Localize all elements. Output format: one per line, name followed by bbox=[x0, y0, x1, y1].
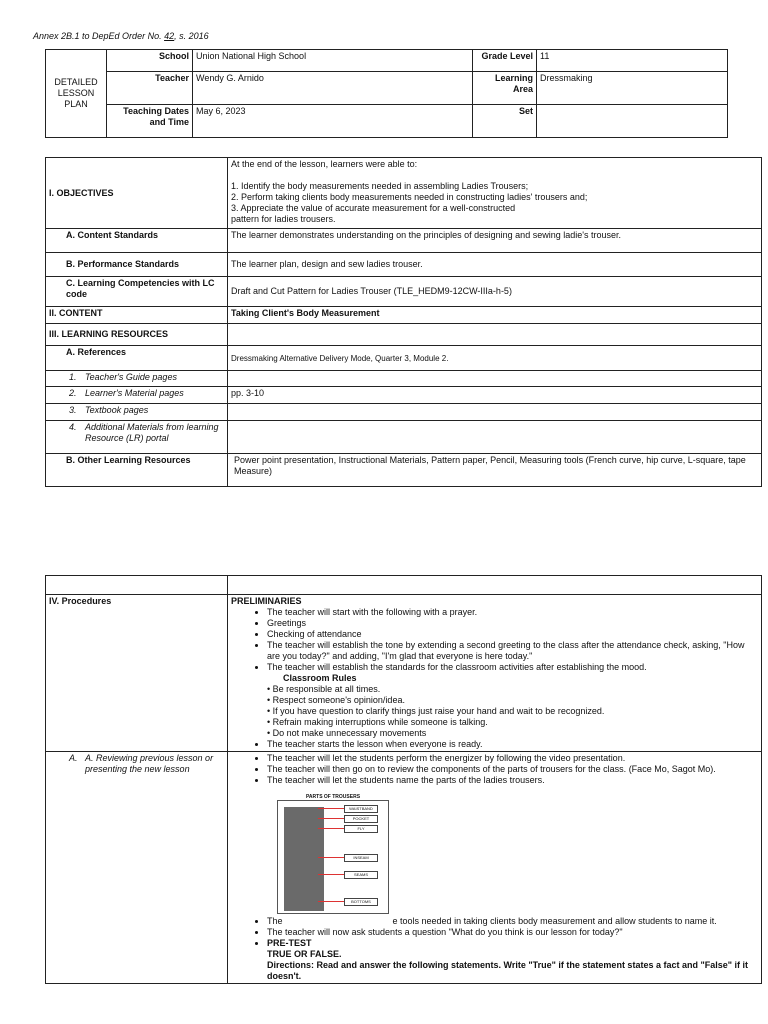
rule-item: • Refrain making interruptions while someone is talking. bbox=[267, 717, 488, 727]
review-label-cell: A. A. Reviewing previous lesson or presenting the new lesson bbox=[46, 752, 228, 984]
rule-item: • Do not make unnecessary movements bbox=[267, 728, 427, 738]
references-label: A. References bbox=[46, 346, 228, 371]
objectives-cell bbox=[228, 158, 762, 229]
question-bullet: • The teacher will now ask students a question "What do you think is our lesson for today?" bbox=[267, 927, 758, 938]
lesson-header-table bbox=[45, 49, 728, 138]
figure-label: FLY bbox=[344, 825, 378, 833]
resource-sub-item: 3. Textbook pages bbox=[46, 404, 228, 421]
preliminaries-heading: PRELIMINARIES bbox=[231, 596, 302, 606]
objective-item: 1. Identify the body measurements needed in assembling Ladies Trousers; bbox=[231, 181, 529, 191]
dates-value: May 6, 2023 bbox=[193, 105, 473, 138]
school-label: School bbox=[107, 50, 193, 72]
procedures-table bbox=[45, 575, 762, 984]
rule-item: • Be responsible at all times. bbox=[267, 684, 381, 694]
objective-item: 2. Perform taking clients body measurements needed in constructing ladies' trousers and; bbox=[231, 192, 588, 202]
pretest-directions: Directions: Read and answer the following statements. Write "True" if the statement states a fact and "False" if it doesn't. bbox=[267, 960, 749, 981]
figure-label: INSEAM bbox=[344, 854, 378, 862]
parts-of-trousers-figure bbox=[277, 794, 389, 914]
set-value bbox=[537, 105, 728, 138]
resources-label: III. LEARNING RESOURCES bbox=[46, 324, 228, 346]
grade-value: 11 bbox=[537, 50, 728, 72]
annex-reference: Annex 2B.1 to DepEd Order No. 42, s. 2016 bbox=[33, 31, 209, 41]
lesson-main-table bbox=[45, 157, 762, 487]
rule-item: • If you have question to clarify things just raise your hand and wait to be recognized. bbox=[267, 706, 605, 716]
school-value: Union National High School bbox=[193, 50, 473, 72]
teacher-value: Wendy G. Arnido bbox=[193, 72, 473, 105]
competencies-value: Draft and Cut Pattern for Ladies Trouser (TLE_HEDM9-12CW-IIIa-h-5) bbox=[228, 277, 762, 307]
review-label: A. Reviewing previous lesson or presenting the new lesson bbox=[85, 753, 214, 774]
procedure-bullet: • The teacher starts the lesson when everyone is ready. bbox=[267, 739, 758, 750]
other-resources-value: Power point presentation, Instructional Materials, Pattern paper, Pencil, Measuring tools (French curve, hip curve, L-square, tape Measure) bbox=[228, 454, 762, 487]
resource-sub-value bbox=[228, 371, 762, 387]
procedure-bullet: • Greetings bbox=[267, 618, 758, 629]
performance-standards-value: The learner plan, design and sew ladies trouser. bbox=[228, 253, 762, 277]
other-resources-label: B. Other Learning Resources bbox=[46, 454, 228, 487]
classroom-rules bbox=[231, 673, 758, 739]
resource-sub-value bbox=[228, 421, 762, 454]
preliminaries-cell bbox=[228, 595, 762, 752]
resource-sub-item: 2. Learner's Material pages bbox=[46, 387, 228, 404]
dates-label: Teaching Dates and Time bbox=[107, 105, 193, 138]
grade-label: Grade Level bbox=[473, 50, 537, 72]
resource-sub-value bbox=[228, 404, 762, 421]
figure-label: SEAMS bbox=[344, 871, 378, 879]
performance-standards-label: B. Performance Standards bbox=[46, 253, 228, 277]
procedures-label: IV. Procedures bbox=[46, 595, 228, 752]
competencies-label: C. Learning Competencies with LC code bbox=[46, 277, 228, 307]
review-bullet: • The teacher will let the students name the parts of the ladies trousers. bbox=[267, 775, 758, 786]
resource-sub-item: 4. Additional Materials from learning Resource (LR) portal bbox=[46, 421, 228, 454]
content-standards-label: A. Content Standards bbox=[46, 229, 228, 253]
objective-item: 3. Appreciate the value of accurate measurement for a well-constructed bbox=[231, 203, 516, 213]
trousers-image bbox=[284, 807, 324, 911]
objective-item: pattern for ladies trousers. bbox=[231, 214, 336, 224]
procedure-bullet: • The teacher will establish the standards for the classroom activities after establishing the mood. bbox=[267, 662, 758, 673]
objectives-intro: At the end of the lesson, learners were able to: bbox=[231, 159, 418, 169]
figure-label: POCKET bbox=[344, 815, 378, 823]
resource-sub-value: pp. 3-10 bbox=[228, 387, 762, 404]
review-bullet: • The teacher will then go on to review the components of the parts of trousers for the class. (Face Mo, Sagot Mo). bbox=[267, 764, 758, 775]
dlp-label: DETAILED LESSON PLAN bbox=[46, 50, 107, 138]
teacher-label: Teacher bbox=[107, 72, 193, 105]
set-label: Set bbox=[473, 105, 537, 138]
rule-item: • Respect someone's opinion/idea. bbox=[267, 695, 405, 705]
figure-label: BOTTOMS bbox=[344, 898, 378, 906]
tools-bullet: • The e tools needed in taking clients body measurement and allow students to name it. bbox=[267, 916, 758, 927]
content-label: II. CONTENT bbox=[46, 307, 228, 324]
figure-label: WAISTBAND bbox=[344, 805, 378, 813]
resource-sub-item: 1. Teacher's Guide pages bbox=[46, 371, 228, 387]
procedure-bullet: • The teacher will establish the tone by extending a second greeting to the class after the attendance check, asking, "How are you today?" and adding, "I'm glad that everyone is here today." bbox=[267, 640, 758, 662]
learning-area-label: Learning Area bbox=[473, 72, 537, 105]
review-bullet: • The teacher will let the students perform the energizer by following the video presentation. bbox=[267, 753, 758, 764]
annex-number: 42 bbox=[164, 31, 175, 41]
pretest-bullet: • PRE-TEST bbox=[267, 938, 758, 949]
content-value: Taking Client's Body Measurement bbox=[228, 307, 762, 324]
true-or-false: TRUE OR FALSE. bbox=[267, 949, 342, 959]
procedure-bullet: • The teacher will start with the following with a prayer. bbox=[267, 607, 758, 618]
classroom-rules-title: Classroom Rules bbox=[283, 673, 357, 683]
references-value: Dressmaking Alternative Delivery Mode, Quarter 3, Module 2. bbox=[228, 346, 762, 371]
procedure-bullet: • Checking of attendance bbox=[267, 629, 758, 640]
review-cell bbox=[228, 752, 762, 984]
objectives-label: I. OBJECTIVES bbox=[46, 158, 228, 229]
content-standards-value: The learner demonstrates understanding on the principles of designing and sewing ladie's trouser. bbox=[228, 229, 762, 253]
figure-title: PARTS OF TROUSERS bbox=[305, 794, 361, 800]
learning-area-value: Dressmaking bbox=[537, 72, 728, 105]
